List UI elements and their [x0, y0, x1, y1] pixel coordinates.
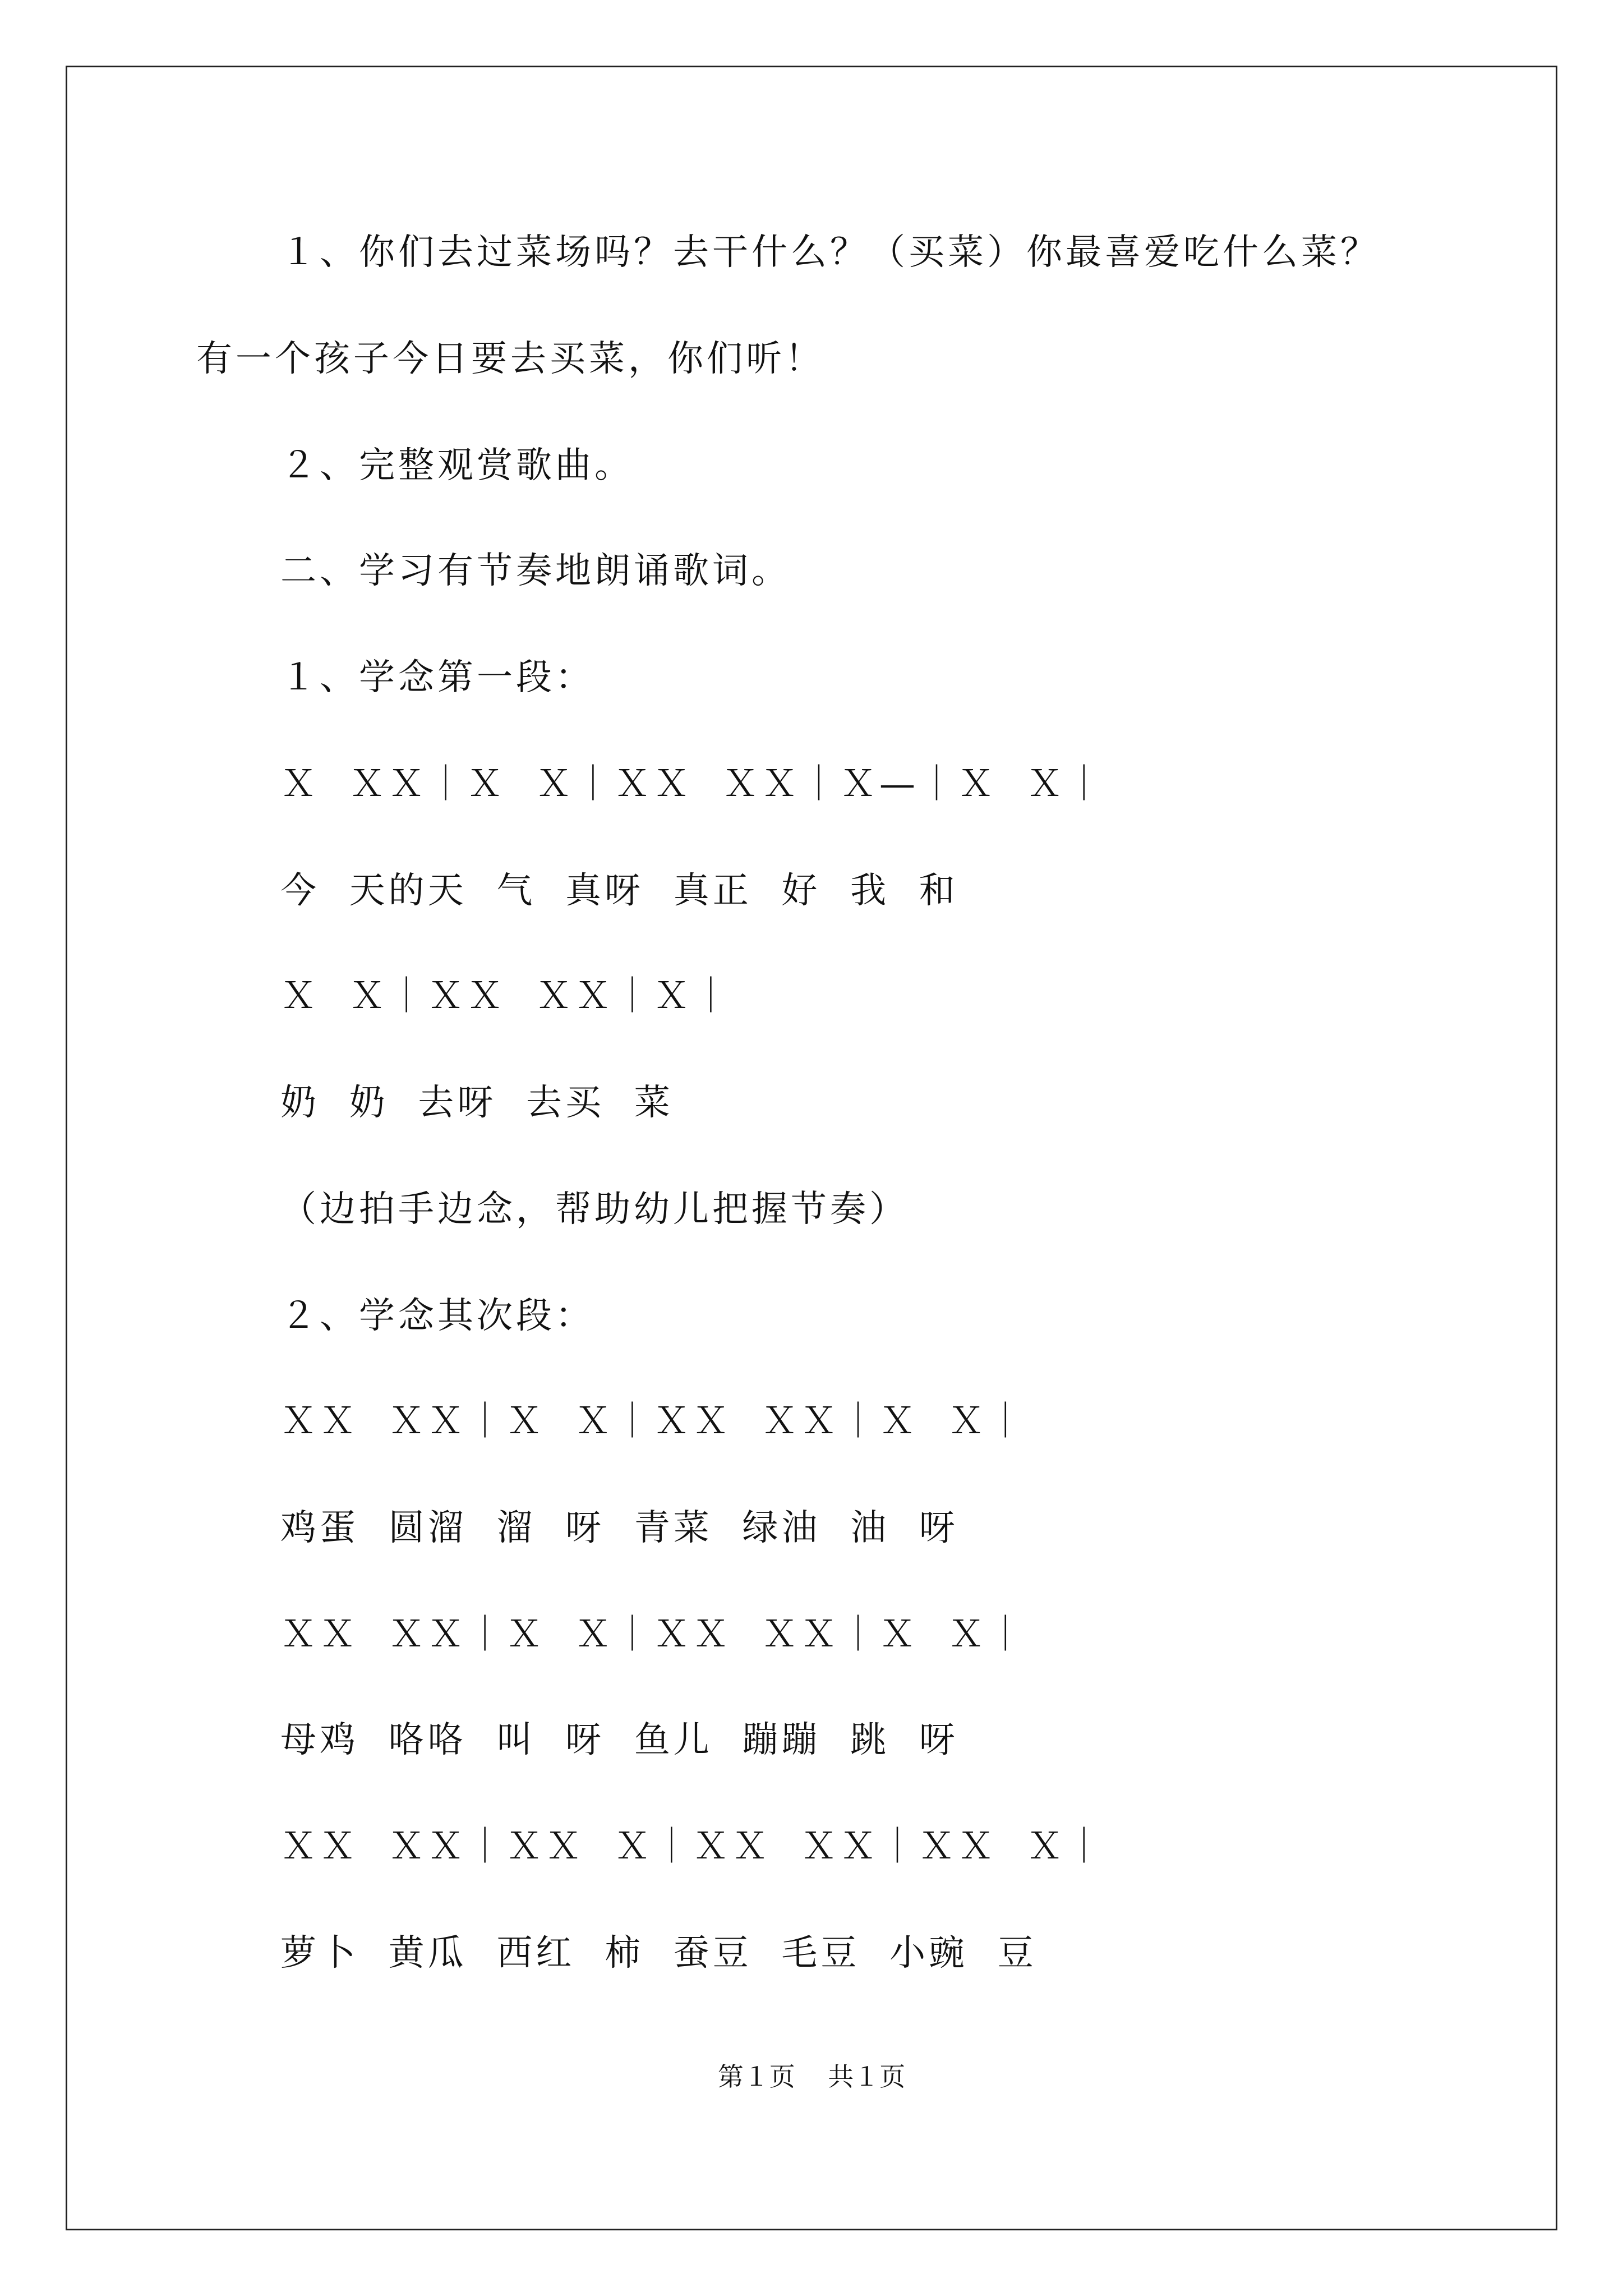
paragraph-second-verse-heading: ２、学念其次段： — [280, 1295, 594, 1337]
lyrics-line: 鸡蛋 圆溜 溜 呀 青菜 绿油 油 呀 — [280, 1507, 958, 1549]
lyrics-line: 奶 奶 去呀 去买 菜 — [280, 1082, 674, 1124]
lyrics-line: 萝卜 黄瓜 西红 柿 蚕豆 毛豆 小豌 豆 — [280, 1932, 1037, 1974]
rhythm-notation-line: ＸＸ ＸＸ｜Ｘ Ｘ｜ＸＸ ＸＸ｜Ｘ Ｘ｜ — [280, 1401, 1027, 1442]
paragraph-child-buying-vegetables: 有一个孩子今日要去买菜，你们听！ — [196, 338, 824, 380]
paragraph-listen-song: ２、完整观赏歌曲。 — [280, 445, 634, 486]
lyrics-line: 今 天的天 气 真呀 真正 好 我 和 — [280, 870, 958, 912]
rhythm-notation-line: ＸＸ ＸＸ｜ＸＸ Ｘ｜ＸＸ ＸＸ｜ＸＸ Ｘ｜ — [280, 1826, 1105, 1867]
section-heading-rhythm-recitation: 二、学习有节奏地朗诵歌词。 — [280, 550, 791, 592]
page-border — [66, 66, 1557, 2230]
rhythm-notation-line: Ｘ ＸＸ｜Ｘ Ｘ｜ＸＸ ＸＸ｜Ｘ—｜Ｘ Ｘ｜ — [280, 763, 1105, 805]
page-footer: 第１页 共１页 — [717, 2062, 906, 2092]
rhythm-notation-line: ＸＸ ＸＸ｜Ｘ Ｘ｜ＸＸ ＸＸ｜Ｘ Ｘ｜ — [280, 1614, 1027, 1655]
paragraph-vegetable-market-question: １、你们去过菜场吗？去干什么？（买菜）你最喜爱吃什么菜？ — [280, 232, 1380, 273]
lyrics-line: 母鸡 咯咯 叫 呀 鱼儿 蹦蹦 跳 呀 — [280, 1719, 958, 1761]
paragraph-first-verse-heading: １、学念第一段： — [280, 657, 594, 698]
rhythm-notation-line: Ｘ Ｘ｜ＸＸ ＸＸ｜Ｘ｜ — [280, 976, 732, 1017]
paragraph-clapping-note: （边拍手边念，帮助幼儿把握节奏） — [280, 1189, 909, 1230]
